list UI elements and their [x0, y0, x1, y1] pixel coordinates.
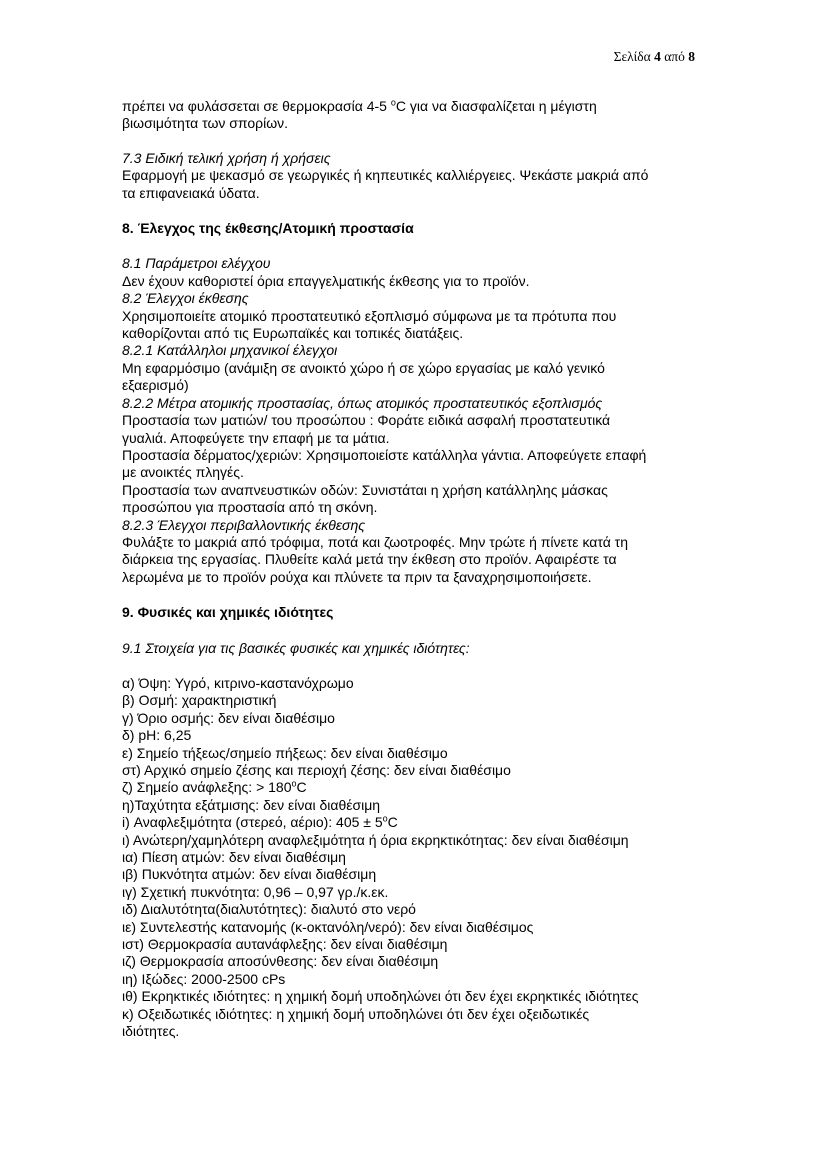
property-viscosity: ιη) Ιξώδες: 2000-2500 cPs	[122, 970, 286, 987]
property-oxidising-line-2: ιδιότητες.	[122, 1023, 180, 1040]
section-7-3-title: 7.3 Ειδική τελική χρήση ή χρήσεις	[122, 149, 331, 166]
section-8-2-3-title: 8.2.3 Έλεγχοι περιβαλλοντικής έκθεσης	[122, 516, 366, 533]
property-autoignition-temperature: ιστ) Θερμοκρασία αυτανάφλεξης: δεν είναι διαθέσιμη	[122, 936, 448, 953]
property-flash-point: ζ) Σημείο ανάφλεξης: > $180^oC$	[122, 778, 307, 796]
page-number: 4	[654, 49, 661, 64]
property-evaporation-rate: η)Ταχύτητα εξάτμισης: δεν είναι διαθέσιμη	[122, 796, 381, 813]
document-body	[122, 98, 707, 1041]
property-decomposition-temperature: ιζ) Θερμοκρασία αποσύνθεσης: δεν είναι διαθέσιμη	[122, 953, 439, 970]
section-7-3-line-2: τα επιφανειακά ύδατα.	[122, 184, 260, 201]
property-odour-threshold: γ) Όριο οσμής: δεν είναι διαθέσιμο	[122, 709, 335, 726]
page-total: 8	[688, 49, 695, 64]
eye-protection-line-1: Προστασία των ματιών/ του προσώπου : Φοράτε ειδικά ασφαλή προστατευτικά	[122, 412, 611, 429]
property-odour: β) Οσμή: χαρακτηριστική	[122, 692, 277, 709]
page-word: Σελίδα	[613, 49, 651, 64]
of-word: από	[664, 49, 685, 64]
section-8-2-line-1: Χρησιμοποιείτε ατομικό προστατευτικό εξοπλισμό σύμφωνα με τα πρότυπα που	[122, 307, 617, 324]
property-solubility: ιδ) Διαλυτότητα(διαλυτότητες): διαλυτό στο νερό	[122, 901, 416, 918]
respiratory-protection-line-2: προσώπου για προστασία από τη σκόνη.	[122, 499, 378, 516]
property-appearance: α) Όψη: Υγρό, κιτρινο-καστανόχρωμο	[122, 674, 354, 691]
property-vapour-pressure: ια) Πίεση ατμών: δεν είναι διαθέσιμη	[122, 849, 346, 866]
property-partition-coefficient: ιε) Συντελεστής κατανομής (κ-οκτανόλη/νερό): δεν είναι διαθέσιμος	[122, 918, 534, 935]
section-8-2-1-line-1: Μη εφαρμόσιμο (ανάμιξη σε ανοικτό χώρο ή σε χώρο εργασίας με καλό γενικό	[122, 359, 605, 376]
section-8-2-1-line-2: εξαερισμό)	[122, 377, 189, 394]
section-8-1-text: Δεν έχουν καθοριστεί όρια επαγγελματικής έκθεσης για το προϊόν.	[122, 272, 530, 289]
property-explosive-properties: ιθ) Εκρηκτικές ιδιότητες: η χημική δομή υποδηλώνει ότι δεν έχει εκρηκτικές ιδιότητες	[122, 988, 639, 1005]
environmental-line-2: διάρκεια της εργασίας. Πλυθείτε καλά μετά την έκθεση στο προϊόν. Αφαιρέστε τα	[122, 551, 617, 568]
property-flammability: i) Αναφλεξιμότητα (στερεό, αέριο): $405 \pm 5^oC$	[122, 813, 398, 831]
section-8-2-2-title: 8.2.2 Μέτρα ατομικής προστασίας, όπως ατομικός προστατευτικός εξοπλισμός	[122, 394, 603, 411]
respiratory-protection-line-1: Προστασία των αναπνευστικών οδών: Συνιστάται η χρήση κατάλληλης μάσκας	[122, 481, 608, 498]
property-ph: δ) pH: 6,25	[122, 727, 192, 744]
property-oxidising-line-1: κ) Οξειδωτικές ιδιότητες: η χημική δομή υποδηλώνει ότι δεν έχει οξειδωτικές	[122, 1005, 590, 1022]
section-7-3-line-1: Εφαρμογή με ψεκασμό σε γεωργικές ή κηπευτικές καλλιέργειες. Ψεκάστε μακριά από	[122, 167, 649, 184]
section-8-2-1-title: 8.2.1 Κατάλληλοι μηχανικοί έλεγχοι	[122, 342, 338, 359]
section-9-heading: 9. Φυσικές και χημικές ιδιότητες	[122, 604, 334, 621]
property-vapour-density: ιβ) Πυκνότητα ατμών: δεν είναι διαθέσιμη	[122, 866, 377, 883]
storage-line-2: βιωσιμότητα των σπορίων.	[122, 115, 289, 132]
skin-protection-line-1: Προστασία δέρματος/χεριών: Χρησιμοποιείστε κατάλληλα γάντια. Αποφεύγετε επαφή	[122, 446, 647, 463]
section-8-heading: 8. Έλεγχος της έκθεσης/Ατομική προστασία	[122, 220, 414, 237]
section-8-2-line-2: καθορίζονται από τις Ευρωπαϊκές και τοπικές διατάξεις.	[122, 325, 464, 342]
storage-line-1: πρέπει να φυλάσσεται σε θερμοκρασία 4-5 $^o$C για να διασφαλίζεται η μέγιστη	[122, 97, 597, 114]
section-8-2-title: 8.2 Έλεγχοι έκθεσης	[122, 290, 249, 307]
eye-protection-line-2: γυαλιά. Αποφεύγετε την επαφή με τα μάτια.	[122, 429, 390, 446]
section-8-1-title: 8.1 Παράμετροι ελέγχου	[122, 255, 271, 272]
skin-protection-line-2: με ανοικτές πληγές.	[122, 464, 244, 481]
property-melting-point: ε) Σημείο τήξεως/σημείο πήξεως: δεν είναι διαθέσιμο	[122, 744, 448, 761]
environmental-line-1: Φυλάξτε το μακριά από τρόφιμα, ποτά και ζωοτροφές. Μην τρώτε ή πίνετε κατά τη	[122, 533, 628, 550]
property-explosive-limits: ι) Ανώτερη/χαμηλότερη αναφλεξιμότητα ή όρια εκρηκτικότητας: δεν είναι διαθέσιμη	[122, 831, 629, 848]
page-header	[614, 49, 695, 65]
property-relative-density: ιγ) Σχετική πυκνότητα: 0,96 – 0,97 γρ./κ.εκ.	[122, 883, 389, 900]
property-boiling-point: στ) Αρχικό σημείο ζέσης και περιοχή ζέσης: δεν είναι διαθέσιμο	[122, 762, 511, 778]
section-9-1-title: 9.1 Στοιχεία για τις βασικές φυσικές και χημικές ιδιότητες:	[122, 639, 470, 656]
environmental-line-3: λερωμένα με το προϊόν ρούχα και πλύνετε τα πριν τα ξαναχρησιμοποιήσετε.	[122, 568, 592, 585]
